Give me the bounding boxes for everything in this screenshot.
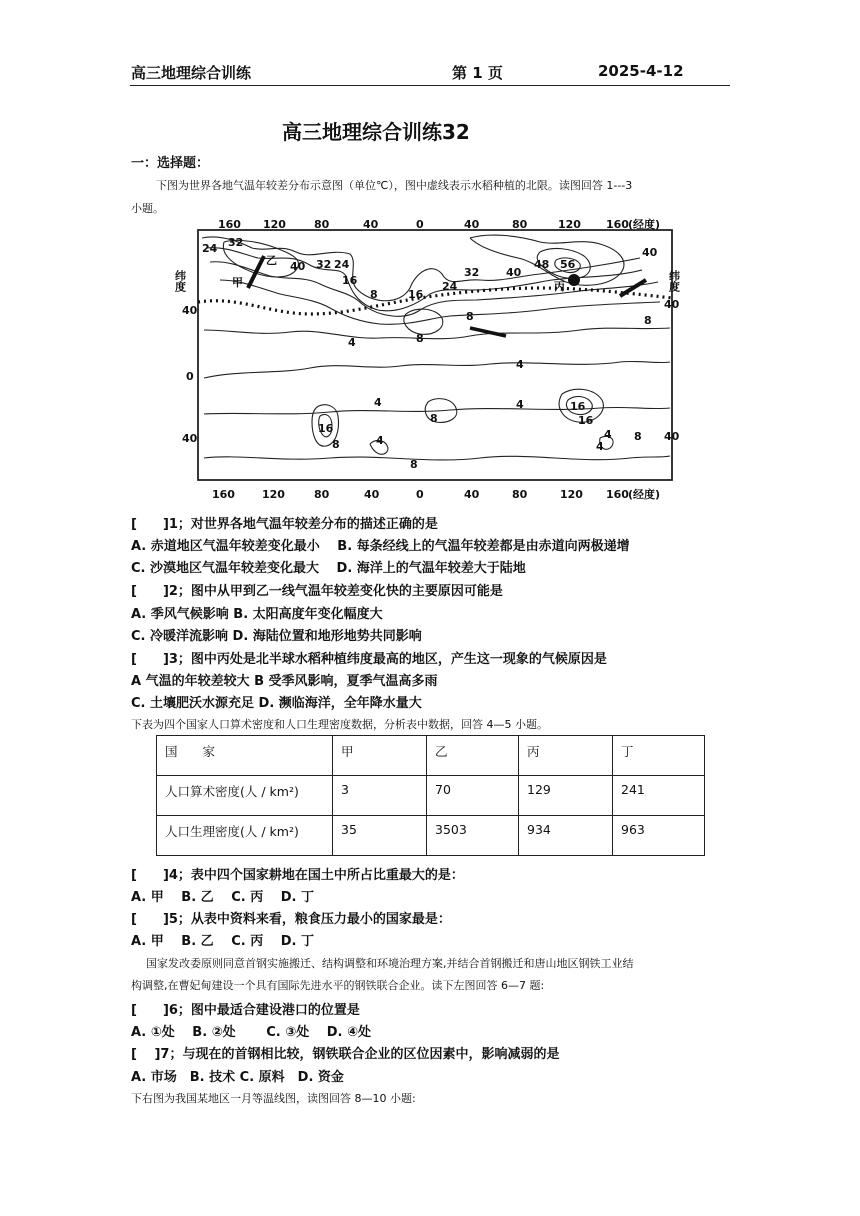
contour-label: 4 xyxy=(348,336,356,349)
table-header-cell: 丙 xyxy=(519,736,613,776)
map-top-unit: (经度) xyxy=(628,218,661,231)
table-cell: 963 xyxy=(613,816,705,856)
question-1-options-row1: A. 赤道地区气温年较差变化最小 B. 每条经线上的气温年较差都是由赤道向两极递增 xyxy=(131,539,630,554)
contour-label: 32 xyxy=(228,236,244,249)
question-1-options-row2: C. 沙漠地区气温年较差变化最大 D. 海洋上的气温年较差大于陆地 xyxy=(131,561,526,576)
bottom-axis xyxy=(212,487,660,501)
contour-label: 56 xyxy=(560,258,576,271)
contour-label: 40 xyxy=(290,260,306,273)
intro-2: 下表为四个国家人口算术密度和人口生理密度数据，分析表中数据，回答 4—5 小题。 xyxy=(131,718,548,731)
map-top-tick: 80 xyxy=(314,218,330,231)
header-left: 高三地理综合训练 xyxy=(131,64,252,82)
intro-1-line-2: 小题。 xyxy=(131,202,164,215)
question-2-options-row1: A. 季风气候影响 B. 太阳高度年变化幅度大 xyxy=(131,607,383,622)
map-left-axis-label: 纬度 xyxy=(173,270,187,292)
question-3-stem: [ ]3；图中丙处是北半球水稻种植纬度最高的地区，产生这一现象的气候原因是 xyxy=(131,652,607,667)
contour-label: 乙 xyxy=(266,254,277,267)
map-top-tick: 40 xyxy=(363,218,379,231)
question-5-stem: [ ]5；从表中资料来看，粮食压力最小的国家最是： xyxy=(131,912,451,927)
question-5-options: A. 甲 B. 乙 C. 丙 D. 丁 xyxy=(131,934,314,949)
contour-label: 24 xyxy=(334,258,350,271)
top-axis xyxy=(218,217,660,231)
map-top-tick: 160 xyxy=(606,218,629,231)
bing-point-marker xyxy=(568,274,580,286)
table-header-cell: 乙 xyxy=(427,736,519,776)
table-header-row xyxy=(157,736,705,776)
map-bottom-tick: 120 xyxy=(262,488,285,501)
contour-label: 32 xyxy=(316,258,332,271)
table-cell: 35 xyxy=(333,816,427,856)
contour-label: 32 xyxy=(464,266,480,279)
contour-label: 4 xyxy=(596,440,604,453)
temperature-range-map xyxy=(173,218,690,506)
contour-label: 8 xyxy=(332,438,340,451)
map-top-tick: 0 xyxy=(416,218,424,231)
point-label-jia: 甲 xyxy=(232,276,243,289)
question-2-options-row2: C. 冷暖洋流影响 D. 海陆位置和地形地势共同影响 xyxy=(131,629,422,644)
map-top-tick: 120 xyxy=(263,218,286,231)
contour-label: 4 xyxy=(516,398,524,411)
map-bottom-tick: 120 xyxy=(560,488,583,501)
table-row xyxy=(157,816,705,856)
map-top-tick: 80 xyxy=(512,218,528,231)
table-cell: 241 xyxy=(613,776,705,816)
question-6-options: A. ①处 B. ②处 C. ③处 D. ④处 xyxy=(131,1025,372,1040)
intro-3-line-2: 构调整,在曹妃甸建设一个具有国际先进水平的钢铁联合企业。读下左图回答 6—7 题: xyxy=(131,979,545,992)
contour-label: 40 xyxy=(506,266,522,279)
table-cell: 934 xyxy=(519,816,613,856)
header-rule xyxy=(130,85,730,86)
map-bottom-tick: 160 xyxy=(212,488,235,501)
table-header-cell: 丁 xyxy=(613,736,705,776)
table-cell: 人口算术密度(人 / km²) xyxy=(157,776,333,816)
contour-label: 40 xyxy=(642,246,658,259)
table-header-cell: 国 家 xyxy=(157,736,333,776)
question-1-stem: [ ]1；对世界各地气温年较差分布的描述正确的是 xyxy=(131,517,438,532)
question-3-options-row1: A 气温的年较差较大 B 受季风影响，夏季气温高多雨 xyxy=(131,674,438,689)
question-4-options: A. 甲 B. 乙 C. 丙 D. 丁 xyxy=(131,890,314,905)
contour-label: 16 xyxy=(318,422,334,435)
map-left-lat: 40 xyxy=(182,432,198,445)
map-top-tick: 160 xyxy=(218,218,241,231)
contour-label: 8 xyxy=(644,314,652,327)
contour-label: 4 xyxy=(374,396,382,409)
table-header-cell: 甲 xyxy=(333,736,427,776)
table-cell: 3 xyxy=(333,776,427,816)
table-cell: 70 xyxy=(427,776,519,816)
map-top-tick: 40 xyxy=(464,218,480,231)
contour-label: 8 xyxy=(430,412,438,425)
map-left-lat: 0 xyxy=(186,370,194,383)
intro-1-line-1: 下图为世界各地气温年较差分布示意图（单位℃），图中虚线表示水稻种植的北限。读图回答 1---3 xyxy=(156,179,633,192)
map-bottom-tick: 80 xyxy=(314,488,330,501)
map-bottom-tick: 40 xyxy=(464,488,480,501)
table-cell: 129 xyxy=(519,776,613,816)
question-7-stem: [ ]7；与现在的首钢相比较，钢铁联合企业的区位因素中，影响减弱的是 xyxy=(131,1047,560,1062)
contour-label: 16 xyxy=(408,288,424,301)
question-7-options: A. 市场 B. 技术 C. 原料 D. 资金 xyxy=(131,1070,344,1085)
header-date: 2025-4-12 xyxy=(598,62,684,80)
contour-label: 8 xyxy=(466,310,474,323)
map-right-lat: 40 xyxy=(664,430,680,443)
contour-label: 48 xyxy=(534,258,550,271)
contour-label: 4 xyxy=(604,428,612,441)
contour-label: 16 xyxy=(342,274,358,287)
intro-4: 下右图为我国某地区一月等温线图，读图回答 8—10 小题: xyxy=(131,1092,416,1105)
contour-label: 16 xyxy=(578,414,594,427)
contour-label: 4 xyxy=(516,358,524,371)
contour-label: 16 xyxy=(570,400,586,413)
map-bottom-unit: (经度) xyxy=(628,488,661,501)
map-svg xyxy=(173,218,690,506)
map-bottom-tick: 80 xyxy=(512,488,528,501)
contour-label: 4 xyxy=(376,434,384,447)
table-row xyxy=(157,776,705,816)
map-top-tick: 120 xyxy=(558,218,581,231)
intro-3-line-1: 国家发改委原则同意首钢实施搬迁、结构调整和环境治理方案,并结合首钢搬迁和唐山地区钢铁工业结 xyxy=(146,957,634,970)
contour-label: 8 xyxy=(410,458,418,471)
question-6-stem: [ ]6；图中最适合建设港口的位置是 xyxy=(131,1003,360,1018)
question-4-stem: [ ]4；表中四个国家耕地在国土中所占比重最大的是： xyxy=(131,868,464,883)
population-density-table xyxy=(156,735,705,856)
document-title: 高三地理综合训练32 xyxy=(282,120,470,144)
map-right-lat: 40 xyxy=(664,298,680,311)
map-right-axis-label: 纬度 xyxy=(667,270,681,292)
map-left-lat: 40 xyxy=(182,304,198,317)
point-label-bing: 丙 xyxy=(554,280,565,293)
contour-label: 8 xyxy=(370,288,378,301)
header-page: 第 1 页 xyxy=(452,64,503,82)
question-2-stem: [ ]2；图中从甲到乙一线气温年较差变化快的主要原因可能是 xyxy=(131,584,503,599)
section-heading: 一：选择题： xyxy=(131,156,210,171)
contour-label: 8 xyxy=(416,332,424,345)
table-cell: 3503 xyxy=(427,816,519,856)
table-cell: 人口生理密度(人 / km²) xyxy=(157,816,333,856)
map-bottom-tick: 40 xyxy=(364,488,380,501)
question-3-options-row2: C. 土壤肥沃水源充足 D. 濒临海洋，全年降水量大 xyxy=(131,696,422,711)
contour-label: 8 xyxy=(634,430,642,443)
contour-label: 24 xyxy=(442,280,458,293)
map-bottom-tick: 0 xyxy=(416,488,424,501)
map-bottom-tick: 160 xyxy=(606,488,629,501)
contour-label: 24 xyxy=(202,242,218,255)
